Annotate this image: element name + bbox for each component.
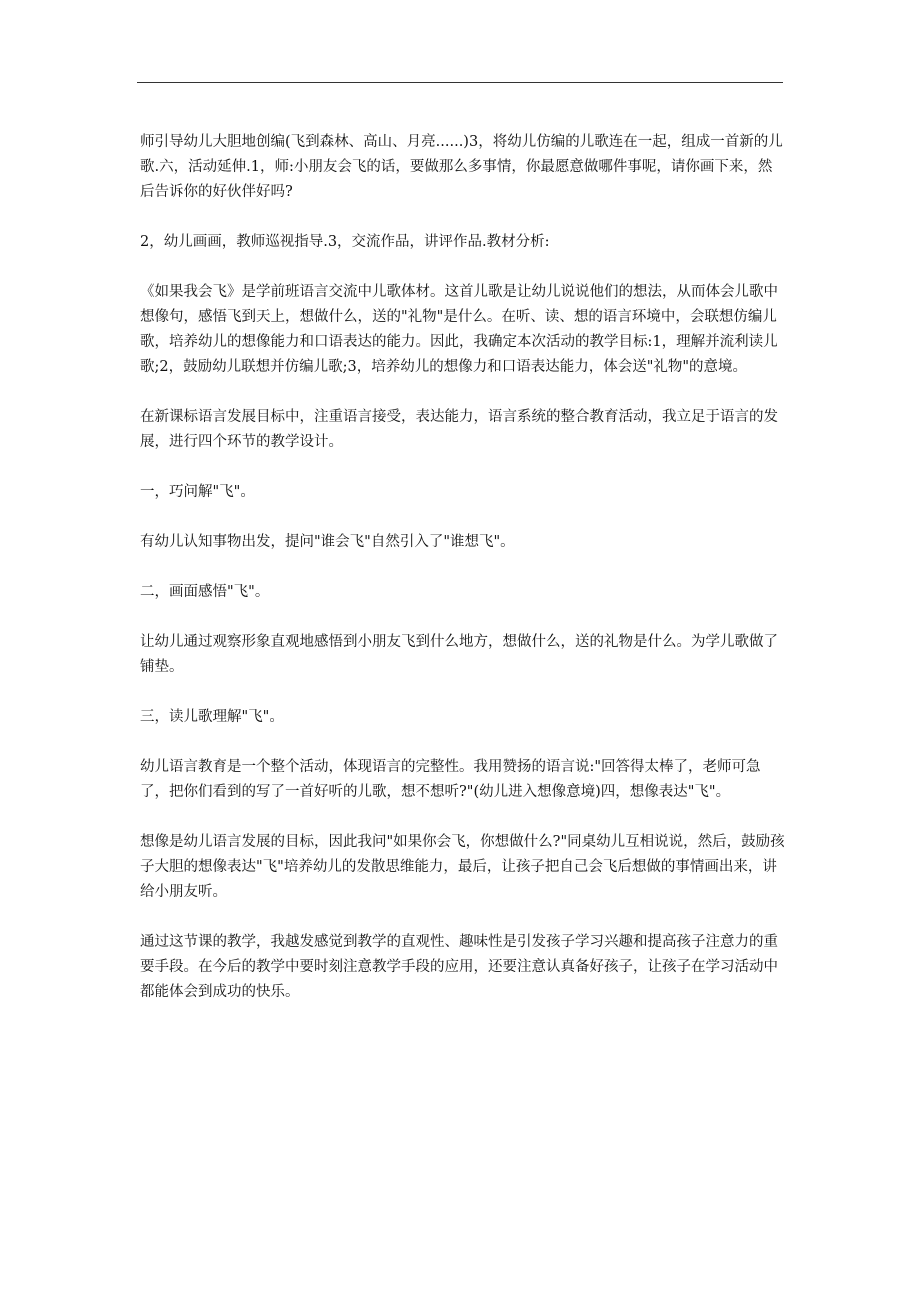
paragraph: 有幼儿认知事物出发，提问"谁会飞"自然引入了"谁想飞"。 bbox=[140, 534, 515, 550]
paragraph: 幼儿语言教育是一个整个活动，体现语言的完整性。我用赞扬的语言说:"回答得太棒了，老师可急了，把你们看到的写了一首好听的儿歌，想不想听?"(幼儿进入想像意境)四，想像表达"飞"。 bbox=[140, 759, 761, 800]
paragraph: 通过这节课的教学，我越发感觉到教学的直观性、趣味性是引发孩子学习兴趣和提高孩子注意力的重要手段。在今后的教学中要时刻注意教学手段的应用，还要注意认真备好孩子，让孩子在学习活动中都能体会到成功的快乐。 bbox=[140, 934, 778, 1000]
paragraph: 2，幼儿画画，教师巡视指导.3，交流作品，讲评作品.教材分析: bbox=[140, 234, 550, 250]
section-heading: 一，巧问解"飞"。 bbox=[140, 484, 255, 500]
paragraph: 想像是幼儿语言发展的目标，因此我问"如果你会飞，你想做什么?"同桌幼儿互相说说，然后，鼓励孩子大胆的想像表达"飞"培养幼儿的发散思维能力，最后，让孩子把自己会飞后想做的事情画出来，讲给小朋友听。 bbox=[140, 834, 785, 900]
section-heading: 三，读儿歌理解"飞"。 bbox=[140, 709, 284, 725]
section-heading: 二，画面感悟"飞"。 bbox=[140, 584, 270, 600]
paragraph: 让幼儿通过观察形象直观地感悟到小朋友飞到什么地方，想做什么，送的礼物是什么。为学儿歌做了铺垫。 bbox=[140, 634, 778, 675]
document-body bbox=[140, 130, 786, 1030]
paragraph: 《如果我会飞》是学前班语言交流中儿歌体材。这首儿歌是让幼儿说说他们的想法，从而体会儿歌中想像句，感悟飞到天上，想做什么，送的"礼物"是什么。在听、读、想的语言环境中，会联想仿编儿歌，培养幼儿的想像能力和口语表达的能力。因此，我确定本次活动的教学目标:1，理解并流利读儿歌;2，鼓励幼儿联想并仿编儿歌;3，培养幼儿的想像力和口语表达能力，体会送"礼物"的意境。 bbox=[140, 284, 778, 375]
header-rule bbox=[137, 82, 783, 83]
paragraph: 在新课标语言发展目标中，注重语言接受，表达能力，语言系统的整合教育活动，我立足于语言的发展，进行四个环节的教学设计。 bbox=[140, 409, 778, 450]
paragraph: 师引导幼儿大胆地创编(飞到森林、高山、月亮......)3，将幼儿仿编的儿歌连在一起，组成一首新的儿歌.六，活动延伸.1，师:小朋友会飞的话，要做那么多事情，你最愿意做哪件事呢，请你画下来，然后告诉你的好伙伴好吗? bbox=[140, 134, 783, 200]
